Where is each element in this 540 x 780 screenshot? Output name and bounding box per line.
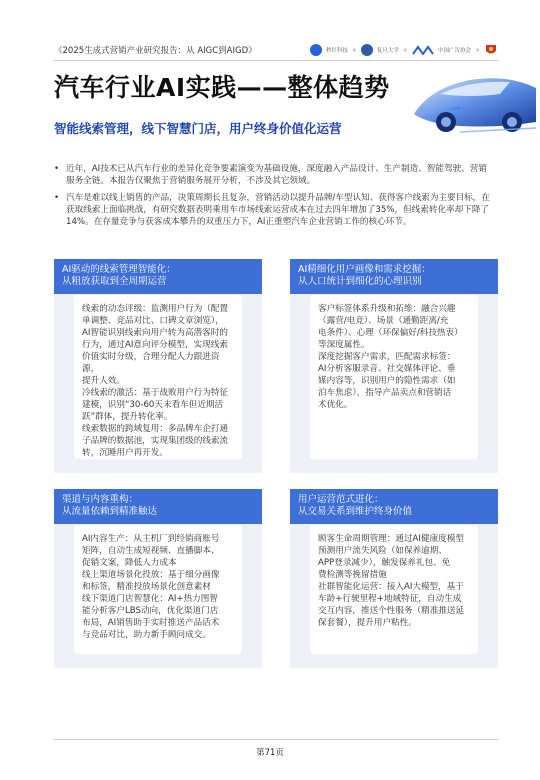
card-lead-management [54,259,262,473]
card-body-line: 线下渠道门店智慧化：AI+热力图智 [82,594,218,604]
card-title-line1: AI驱动的线索管理智能化： [62,264,176,275]
card-channel-content [54,489,262,668]
card-body-line: 线索的动态评级：监测用户行为（配置 [82,304,229,314]
card-body-line: 价值实时分级，合理分配人力跟进资源， [82,352,220,374]
intro-paragraph: • 近年，AI技术已从汽车行业的差异化竞争要素演变为基础设施，深度融入产品设计、生产制造、智能驾驶、营销服务全链。本报告仅聚焦于营销服务展开分析，不涉及其它领域。 [54,163,490,187]
card-body-line: 冷线索的激活：基于战败用户行为特征 [82,388,229,398]
partner-crest-logo-icon [484,43,498,57]
report-title: 《2025生成式营销产业研究报告：从 AIGC到AIGD》 [54,46,257,56]
card-body-line: 布局，AI销售助手实时推送产品话术 [82,618,220,628]
card-title-line1: 渠道与内容重构： [62,494,139,505]
card-body-line: 泊车焦虑），指导产品卖点和营销话 [318,388,452,398]
card-body-line: 客户标签体系升级和拓维：融合兴趣 [318,304,456,314]
card-title-line2: 从交易关系到维护终身价值 [298,506,413,517]
card-body-line: 社群智能化运营：接入AI大模型，基于 [318,582,464,592]
card-body-line: AI智能识别线索向用户转为高潜客时的 [82,328,228,338]
card-title-line2: 从人口统计到细化的心理识别 [298,276,422,287]
card-body-line: 和标签，精准投放场景化创意素材 [82,582,211,592]
logo-label-3: 中国广告协会 [437,48,471,54]
card-body-line: 预测用户流失风险（如保养逾期、 [318,546,447,556]
footer-divider [54,739,498,740]
intro-paragraphs [54,163,490,233]
card-body-line: 提升人效。 [82,376,125,386]
card-body-line: 保套餐），提升用户粘性。 [318,618,417,628]
card-body-line: 能分析客户LBS动向，优化渠道门店 [82,606,219,616]
card-header [54,259,262,294]
logo-separator: × [474,46,480,54]
card-body-line: 媒内容等，识别用户的隐性需求（如 [318,376,456,386]
card-body-line: 费检测等挽留措施 [318,570,387,580]
card-body-line: 行为，通过AI意向评分模型，实现线索 [82,340,228,350]
card-title-line2: 从流量依赖到精准触达 [62,506,158,517]
intro-paragraph: • 汽车是难以线上销售的产品，决策周期长且复杂，营销活动以提升品牌/车型认知、获得客户线索为主要目标，在获取线索上面临挑战，有研究数据表明乘用车市场线索运营成本在过去四年增加了35%，但线索转化率却下降了14%。在存量竞争与获客成本攀升的双重压力下，AI正重塑汽车企业营销工作的核心环节。 [54,192,490,228]
card-body-line: 转，沉睡用户再开发。 [82,448,168,458]
card-body [310,295,478,459]
miaozhen-logo-icon [310,44,322,56]
page-title: 汽车行业AI实践——整体趋势 [54,73,390,102]
card-body-line: 矩阵，自动生成短视频、直播脚本、 [82,546,220,556]
card-body-line: 与竞品对比，助力新手顾问成交。 [82,630,211,640]
card-body-line: 深度挖掘客户需求，匹配需求标签： [318,352,456,362]
card-body-line: 电条件）、心理（环保偏好/科技热衷） [318,328,463,338]
card-body-line: 顾客生命周期管理：通过AI健康度模型 [318,534,464,544]
card-title-line1: 用户运营范式进化： [298,494,384,505]
header-bar [54,40,498,60]
card-user-operations [290,489,498,668]
logo-separator: × [402,46,408,54]
card-body-line: 子品牌的数据池，实现集团级的线索流 [82,436,229,446]
card-title-line1: AI精细化用户画像和需求挖掘： [298,264,431,275]
logo-label-2: 复旦大学 [376,48,399,54]
fudan-logo-icon [361,44,373,56]
page-number: 第71页 [256,748,284,758]
card-body-line: 线上渠道场景化投放：基于细分画像 [82,570,220,580]
card-body [310,525,478,654]
partner-logos [310,43,498,57]
card-body-line: 术优化。 [318,400,353,410]
card-body-line: AI分析客服录音、社交媒体评论、垂 [318,364,456,374]
card-body-line: 车龄+行驶里程+地域特征，自动生成 [318,594,462,604]
card-body-line: 促销文案，降低人力成本 [82,558,177,568]
association-logo-icon [412,45,434,55]
card-body [74,295,242,459]
card-user-profiling [290,259,498,473]
card-body-line: 等深度属性。 [318,340,370,350]
card-body-line: 建模，识别“30-60天未看车但近期活 [82,400,224,410]
page-subtitle: 智能线索管理，线下智慧门店，用户终身价值化运营 [54,121,342,136]
card-body-line: （露营/电竞）、场景（通勤距离/充 [318,316,449,326]
card-header [54,489,262,524]
card-body-line: 线索数据的跨域复用：多品牌车企打通 [82,424,229,434]
card-header [290,259,498,294]
logo-label-1: 秒针科技 [325,48,348,54]
car-hero-image [400,58,540,138]
card-header [290,489,498,524]
card-body-line: AI内容生产：从主机厂到经销商账号 [82,534,220,544]
card-title-line2: 从粗放获取到全周期运营 [62,276,167,287]
card-body [74,525,242,654]
card-body-line: APP登录减少），触发保养礼包、免 [318,558,451,568]
logo-separator: × [351,46,357,54]
card-body-line: 跃”群体，提升转化率。 [82,412,173,422]
card-body-line: 单调整、竞品对比、口碑文章浏览）， [82,316,224,326]
card-body-line: 交互内容，推送个性服务（精准推送延 [318,606,465,616]
